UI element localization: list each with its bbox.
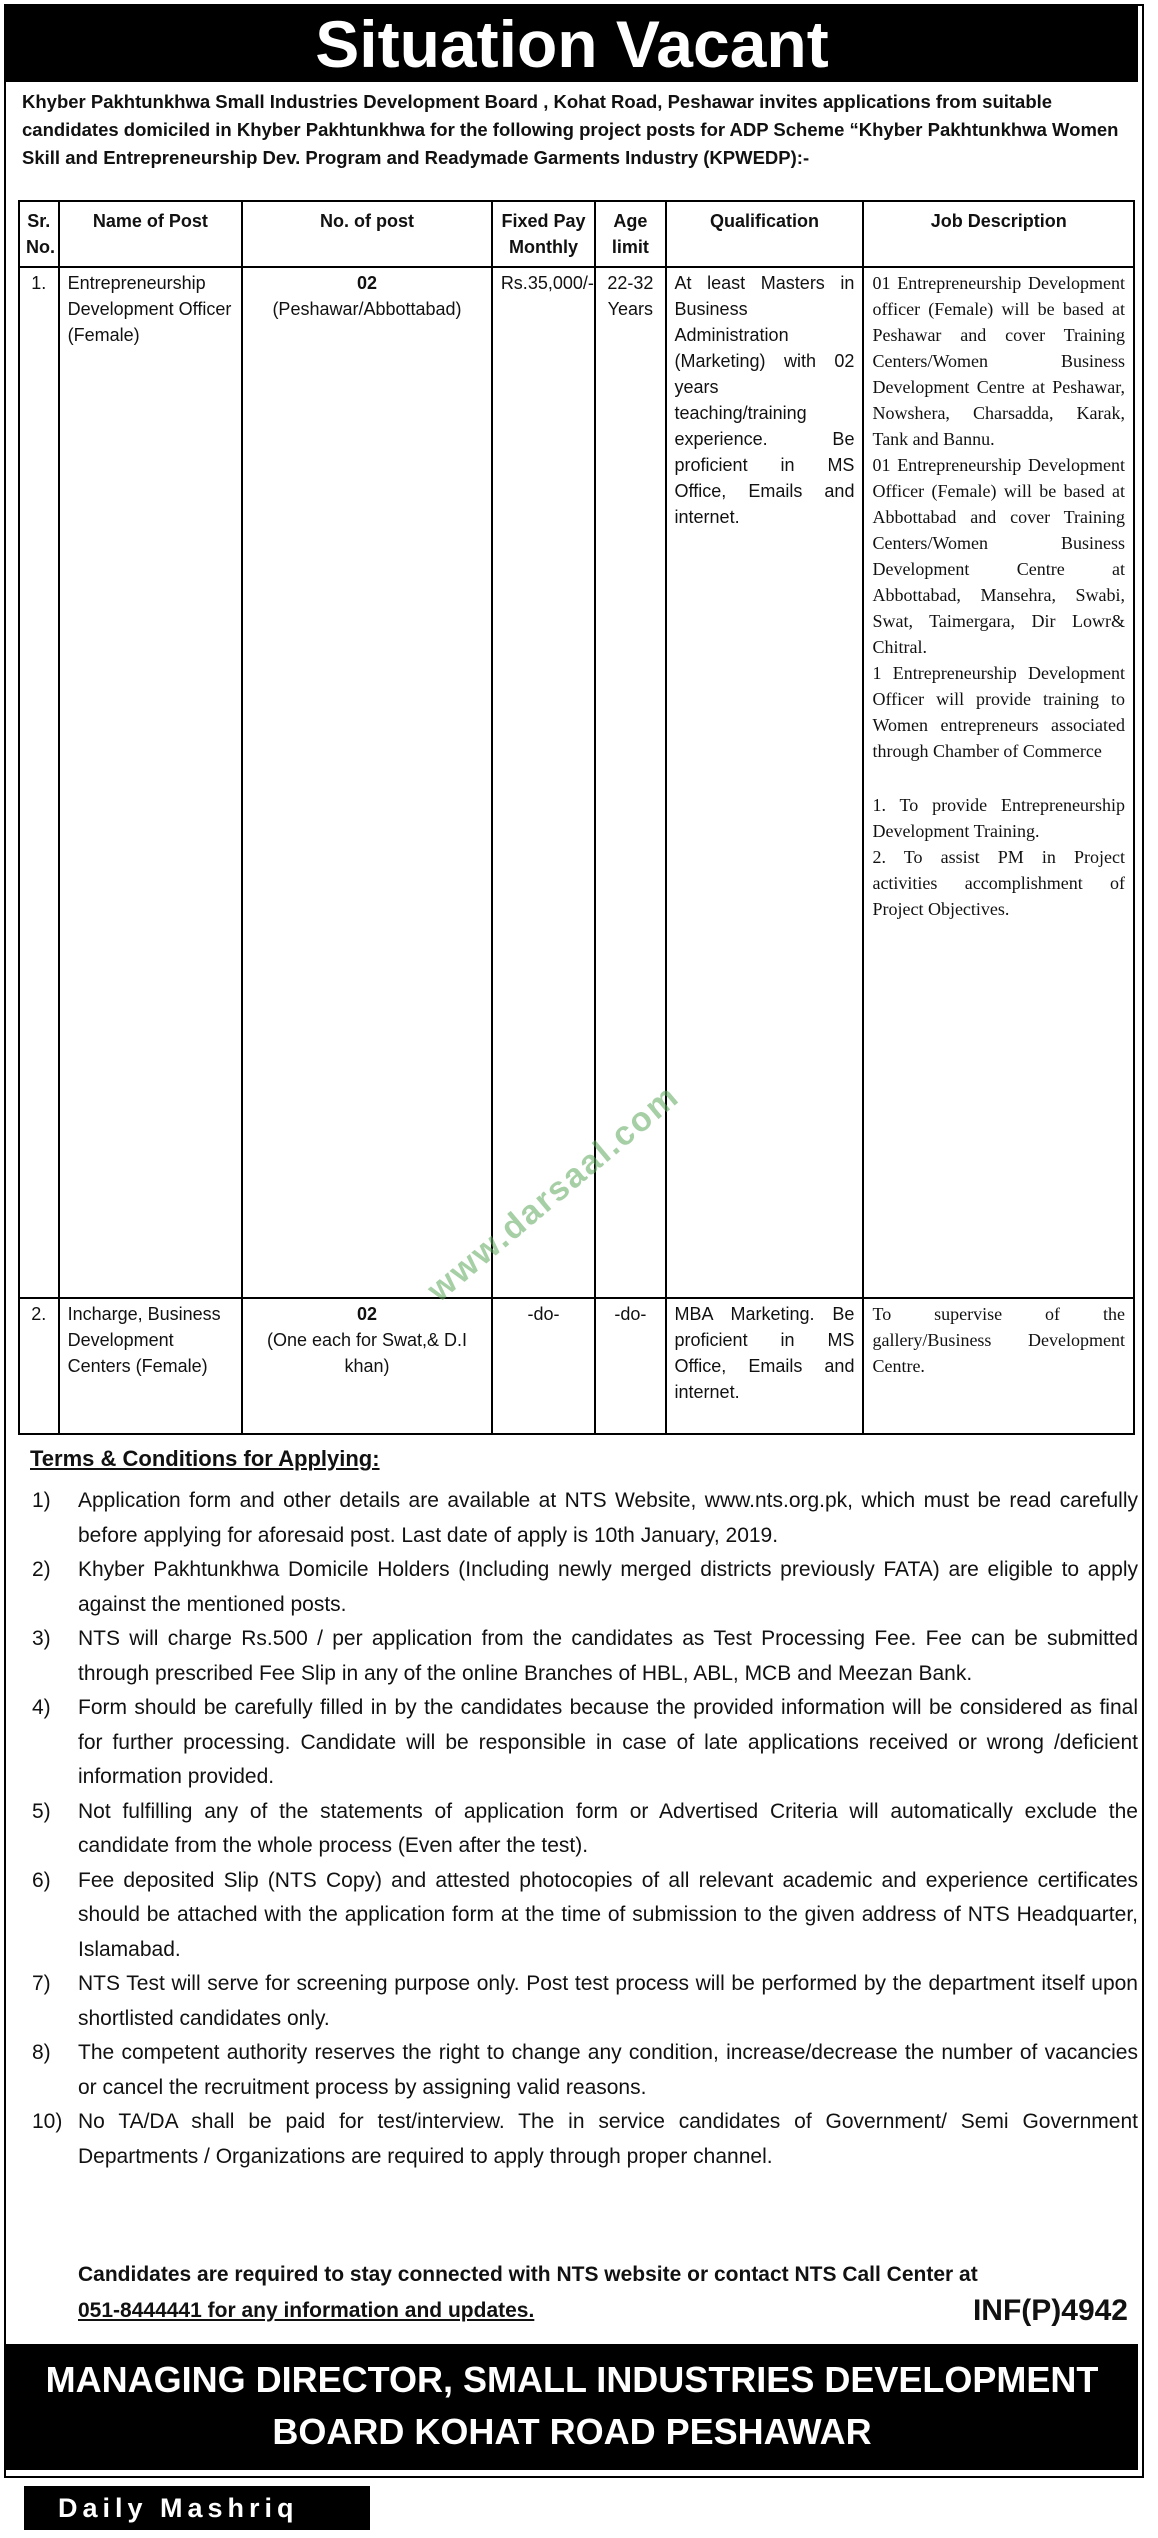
terms-heading: Terms & Conditions for Applying: [30,1446,380,1471]
contact-line: Candidates are required to stay connected with NTS website or contact NTS Call Center at [78,2263,978,2286]
job-line: 1. To provide Entrepreneurship Development Training. [872,795,1125,841]
term-text: No TA/DA shall be paid for test/interview. The in service candidates of Government/ Semi Government Departments / Organizations are required to apply through proper channel. [78,2110,1138,2168]
term-text: Fee deposited Slip (NTS Copy) and attested photocopies of all relevant academic and experience certificates should be attached with the application form at the time of submission to the given address of NTS Headquarter, Islamabad. [78,1868,1138,1961]
header-qualification: Qualification [666,201,864,267]
term-number: 6) [32,1868,51,1892]
intro-paragraph: Khyber Pakhtunkhwa Small Industries Development Board , Kohat Road, Peshawar invites applications from suitable candidates domiciled in Khyber Pakhtunkhwa for the following project posts for ADP Scheme “Khyber Pakhtunkhwa Women Skill and Entrepreneurship Dev. Program and Readymade Garments Industry (KPWEDP):- [22,91,1119,168]
cell-sr: 2. [19,1298,59,1434]
list-item [32,1691,1138,1795]
issuer-line: BOARD KOHAT ROAD PESHAWAR [272,2411,872,2452]
cell-age: 22-32 Years [595,267,665,1298]
newspaper-name: Daily Mashriq [24,2486,370,2530]
cell-sr: 1. [19,267,59,1298]
header-age-limit: Age limit [595,201,665,267]
job-line: 01 Entrepreneurship Development officer (Female) will be based at Peshawar and cover Training Centers/Women Business Development Centre at Peshawar, Nowshera, Charsadda, Karak, Tank and Bannu. [872,273,1125,449]
cell-post-name: Incharge, Business Development Centers (Female) [59,1298,243,1434]
watermark: www.darsaal.com [420,1076,687,1310]
job-line: 01 Entrepreneurship Development Officer (Female) will be based at Abbottabad and cover Training Centers/Women Business Development Centre at Abbottabad, Mansehra, Swabi, Swat, Taimergara, Dir Lowr& Chitral. [872,455,1125,657]
term-text: Form should be carefully filled in by the candidates because the provided information will be considered as final for further processing. Candidate will be responsible in case of late applications received or wrong /deficient information provided. [78,1696,1138,1788]
term-text: NTS Test will serve for screening purpose only. Post test process will be performed by the department itself upon shortlisted candidates only. [78,1972,1138,2030]
list-item [32,1795,1138,1864]
cell-qualification: At least Masters in Business Administration (Marketing) with 02 years teaching/training experience. Be proficient in MS Office, Emails and internet. [666,267,864,1298]
list-item [32,2036,1138,2105]
cell-post-name: Entrepreneurship Development Officer (Female) [59,267,243,1298]
issuer-banner [6,2344,1138,2470]
list-item [32,1553,1138,1622]
term-number: 10) [32,2110,63,2133]
table-row [19,267,1134,1298]
term-text: The competent authority reserves the right to change any condition, increase/decrease the number of vacancies or cancel the recruitment process by assigning valid reasons. [78,2041,1138,2099]
cell-age: -do- [595,1298,665,1434]
header-job-description: Job Description [863,201,1134,267]
spacer [872,764,1125,792]
term-text: Not fulfilling any of the statements of application form or Advertised Criteria will automatically exclude the candidate from the whole process (Even after the test). [78,1799,1138,1857]
job-line: To supervise of the gallery/Business Development Centre. [872,1304,1125,1376]
cell-no-of-post [242,267,492,1298]
list-item [32,1484,1138,1553]
term-number: 7) [32,1972,51,1995]
post-location: (One each for Swat,& D.I khan) [266,1330,468,1376]
cell-no-of-post [242,1298,492,1434]
table-header-row [19,201,1134,267]
terms-list [32,1484,1138,2174]
cell-job-description [863,1298,1134,1434]
contact-phone-line: 051-8444441 for any information and updates. [78,2299,535,2322]
header-fixed-pay: Fixed Pay Monthly [492,201,595,267]
cell-job-description [863,267,1134,1298]
term-number: 3) [32,1627,51,1650]
post-location: (Peshawar/Abbottabad) [272,299,462,319]
list-item [32,2105,1138,2174]
post-count: 02 [356,273,378,293]
job-line: 1 Entrepreneurship Development Officer will provide training to Women entrepreneurs associated through Chamber of Commerce [872,663,1125,761]
header-name-of-post: Name of Post [59,201,243,267]
job-line: 2. To assist PM in Project activities accomplishment of Project Objectives. [872,847,1125,919]
positions-table [18,200,1135,1435]
cell-pay: -do- [492,1298,595,1434]
reference-number: INF(P)4942 [972,2294,1128,2327]
cell-pay: Rs.35,000/- [492,267,595,1298]
term-text: NTS will charge Rs.500 / per application from the candidates as Test Processing Fee. Fee can be submitted through prescribed Fee Slip in any of the online Branches of HBL, ABL, MCB and Meezan Bank. [78,1627,1138,1685]
term-number: 5) [32,1799,51,1823]
term-text: Khyber Pakhtunkhwa Domicile Holders (Including newly merged districts previously FATA) are eligible to apply against the mentioned posts. [78,1558,1138,1616]
list-item [32,1864,1138,1968]
term-number: 4) [32,1696,51,1719]
post-count: 02 [356,1304,378,1324]
term-text: Application form and other details are available at NTS Website, www.nts.org.pk, which must be read carefully before applying for aforesaid post. Last date of apply is 10th January, 2019. [78,1489,1138,1547]
table-row [19,1298,1134,1434]
list-item [32,1967,1138,2036]
term-number: 2) [32,1558,51,1581]
term-number: 1) [32,1489,51,1512]
page-title: Situation Vacant [6,6,1138,82]
list-item [32,1622,1138,1691]
term-number: 8) [32,2041,51,2064]
header-sr: Sr. No. [19,201,59,267]
cell-qualification: MBA Marketing. Be proficient in MS Office, Emails and internet. [666,1298,864,1434]
issuer-line: MANAGING DIRECTOR, SMALL INDUSTRIES DEVELOPMENT [45,2359,1099,2400]
header-no-of-post: No. of post [242,201,492,267]
